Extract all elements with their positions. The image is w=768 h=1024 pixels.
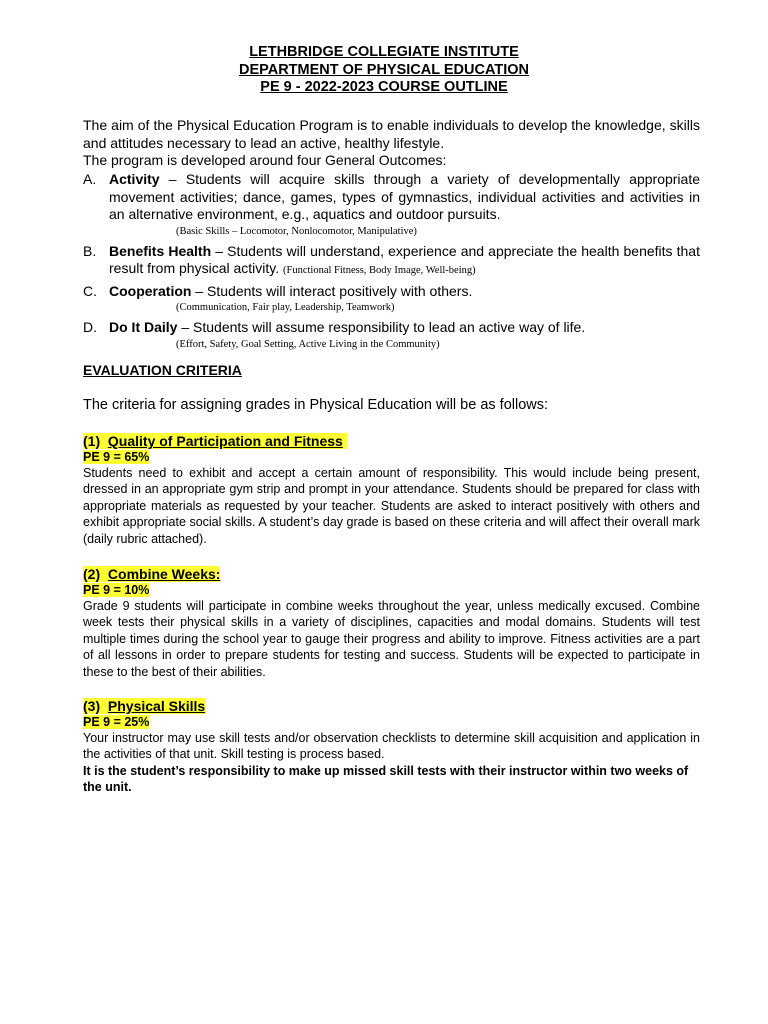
outcome-letter: D.	[83, 319, 97, 335]
section-title	[83, 566, 700, 583]
outcome-name: Cooperation	[109, 282, 192, 299]
outcomes-lead: The program is developed around four General Outcomes:	[83, 152, 447, 168]
intro-section	[83, 117, 700, 170]
section-title-highlight	[83, 698, 205, 714]
outcome-item-do-it-daily	[83, 319, 700, 337]
section-title-highlight	[83, 433, 347, 449]
section-number: (3)	[83, 698, 101, 714]
outcome-description: – Students will acquire skills through a variety of developmentally appropriate movement activities; dance, games, types of gymnastics, individual activities and activities in an alternative environment, e.g., aquatics and outdoor pursuits.	[109, 171, 700, 222]
outcome-name: Activity	[109, 171, 160, 187]
document-header	[0, 44, 768, 97]
outcome-item-activity	[83, 171, 700, 224]
section-title-highlight	[83, 566, 220, 582]
evaluation-heading: EVALUATION CRITERIA	[83, 362, 242, 378]
section-title	[83, 698, 700, 715]
department-name: DEPARTMENT OF PHYSICAL EDUCATION	[238, 61, 529, 78]
section-combine-weeks	[83, 566, 700, 680]
outcome-subtopics: (Effort, Safety, Goal Setting, Active Living in the Community)	[176, 338, 440, 350]
outcome-letter: B.	[83, 242, 97, 259]
section-participation	[83, 433, 700, 547]
outcome-description: – Students will understand, experience and appreciate the health benefits that result from physical activity.	[109, 242, 700, 276]
grade-weight	[83, 715, 700, 730]
aim-paragraph: The aim of the Physical Education Program is to enable individuals to develop the knowledge, skills and attitudes necessary to lead an active, healthy lifestyle.	[83, 117, 700, 151]
school-name: LETHBRIDGE COLLEGIATE INSTITUTE	[249, 44, 519, 60]
section-body: Grade 9 students will participate in combine weeks throughout the year, unless medically excused. Combine week tests their physical skills in a variety of disciplines, capacities and modal domains. Students will test multiple times during the school year to gauge their progress and ability to improve. Fitness activities are a part of all lessons in order to prepare students for testing and success. Students will be expected to participate in these to the best of their abilities.	[83, 599, 700, 679]
course-title: PE 9 - 2022-2023 COURSE OUTLINE	[260, 79, 508, 95]
section-number: (2)	[83, 566, 101, 582]
outcome-subtopics: (Basic Skills – Locomotor, Nonlocomotor, Manipulative)	[176, 225, 417, 237]
outcome-description: – Students will interact positively with others.	[191, 282, 473, 299]
section-title-text: Physical Skills	[107, 698, 206, 714]
grade-weight	[83, 450, 700, 465]
section-number: (1)	[83, 433, 101, 449]
section-title-text: Combine Weeks:	[107, 566, 221, 582]
grade-weight-text: PE 9 = 25%	[83, 715, 150, 729]
criteria-statement: The criteria for assigning grades in Physical Education will be as follows:	[83, 397, 549, 413]
outcome-subtopics: (Communication, Fair play, Leadership, Teamwork)	[176, 302, 395, 313]
outcome-letter: C.	[83, 282, 97, 299]
outcome-description: – Students will assume responsibility to lead an active way of life.	[177, 319, 586, 335]
section-title-text: Quality of Participation and Fitness	[107, 433, 343, 449]
section-body: Your instructor may use skill tests and/or observation checklists to determine skill acquisition and application in the activities of that unit. Skill testing is process based.	[83, 731, 700, 762]
grade-weight-text: PE 9 = 10%	[83, 583, 150, 597]
section-physical-skills	[83, 698, 700, 796]
outcome-item-benefits-health	[83, 243, 700, 280]
outcome-item-cooperation	[83, 283, 700, 301]
grade-weight-text: PE 9 = 65%	[83, 450, 150, 464]
outcome-name: Do It Daily	[109, 319, 178, 335]
section-body: Students need to exhibit and accept a certain amount of responsibility. This would include being present, dressed in an appropriate gym strip and prompt in your attendance. Students should be prepared for class with appropriate materials as requested by your teacher. Students are asked to interact positively with others and exhibit appropriate social skills. A student’s day grade is based on these criteria and will affect their overall mark (daily rubric attached).	[83, 466, 700, 546]
outcome-name: Benefits Health	[109, 242, 212, 259]
section-title	[83, 433, 700, 450]
section-bold-note: It is the student’s responsibility to make up missed skill tests with their instructor within two weeks of the unit.	[83, 763, 689, 795]
grade-weight	[83, 583, 700, 598]
outcome-subtopics: (Functional Fitness, Body Image, Well-being)	[283, 265, 476, 276]
general-outcomes-list	[83, 171, 700, 353]
outcome-letter: A.	[83, 171, 97, 187]
